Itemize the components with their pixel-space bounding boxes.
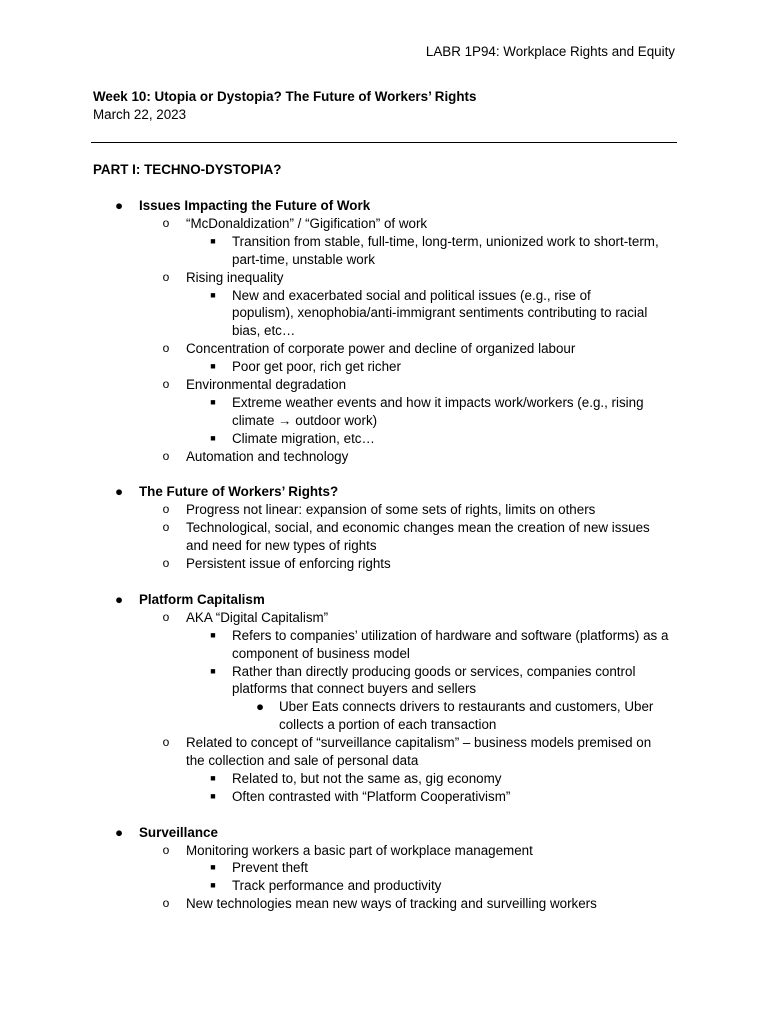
part-heading: PART I: TECHNO-DYSTOPIA? (93, 162, 282, 177)
sub-list-item (0, 663, 768, 699)
sub-list-item (0, 859, 768, 877)
list-item (0, 519, 768, 555)
list-item (0, 269, 768, 287)
section-heading (0, 483, 768, 501)
list-item (0, 376, 768, 394)
section-heading-text: Issues Impacting the Future of Work (139, 198, 371, 213)
circle-bullet-icon: o (162, 341, 170, 356)
list-item-text: Persistent issue of enforcing rights (186, 556, 391, 572)
square-bullet-icon: ■ (210, 880, 216, 891)
sub-list-item (0, 627, 768, 663)
list-item-text: Monitoring workers a basic part of workplace management (186, 842, 533, 858)
list-item (0, 895, 768, 913)
section-heading-text: Surveillance (139, 824, 218, 840)
sub-list-item (0, 430, 768, 448)
list-item-text: Technological, social, and economic changes mean the creation of new issues and need for new types of rights (186, 520, 650, 554)
week-title: Week 10: Utopia or Dystopia? The Future of Workers’ Rights (93, 89, 477, 104)
circle-bullet-icon: o (162, 556, 170, 571)
list-item-text: New technologies mean new ways of tracking and surveilling workers (186, 896, 597, 912)
list-item-text: Concentration of corporate power and decline of organized labour (186, 341, 576, 357)
sub-list-item-text: Track performance and productivity (232, 878, 442, 894)
list-item-text: “McDonaldization” / “Gigification” of work (186, 215, 428, 231)
square-bullet-icon: ■ (210, 790, 216, 801)
sub-list-item (0, 287, 768, 341)
course-title: LABR 1P94: Workplace Rights and Equity (425, 44, 675, 59)
disc-bullet-icon: ● (114, 484, 124, 500)
list-item (0, 734, 768, 770)
circle-bullet-icon: o (162, 269, 170, 284)
disc-bullet-icon: ● (114, 591, 124, 607)
sub-list-item (0, 877, 768, 895)
disc-bullet-icon: ● (114, 198, 124, 213)
list-item-text: Rising inequality (186, 269, 284, 285)
circle-bullet-icon: o (162, 735, 170, 750)
sub-list-item-text: Related to, but not the same as, gig economy (232, 770, 502, 786)
section-heading (0, 591, 768, 609)
square-bullet-icon: ■ (210, 862, 216, 873)
sub-list-item (0, 358, 768, 376)
square-bullet-icon: ■ (210, 772, 216, 783)
square-bullet-icon: ■ (210, 396, 216, 407)
disc-bullet-icon: ● (255, 699, 265, 715)
list-item (0, 448, 768, 466)
spacer (0, 806, 768, 824)
list-item-text: Progress not linear: expansion of some sets of rights, limits on others (186, 502, 596, 518)
list-item (0, 555, 768, 573)
section-heading (0, 824, 768, 842)
square-bullet-icon: ■ (210, 432, 216, 443)
disc-bullet-icon: ● (114, 824, 124, 840)
square-bullet-icon: ■ (210, 235, 216, 246)
circle-bullet-icon: o (162, 896, 170, 911)
list-item (0, 340, 768, 358)
sub-list-item-text: New and exacerbated social and political issues (e.g., rise of populism), xenophobia/anti-immigrant sentiments contributing to racial bias, etc… (232, 287, 648, 339)
list-item (0, 501, 768, 519)
sub-list-item-text: Transition from stable, full-time, long-term, unionized work to short-term, part-time, unstable work (232, 233, 659, 267)
sub-list-item-text: Often contrasted with “Platform Cooperativism” (232, 788, 511, 804)
sub-list-item-text: Extreme weather events and how it impacts work/workers (e.g., rising climate → outdoor work) (232, 394, 644, 428)
list-item-text: Related to concept of “surveillance capitalism” – business models premised on the collection and sale of personal data (186, 735, 652, 769)
sub-list-item-text: Poor get poor, rich get richer (232, 359, 401, 375)
section-heading-text: The Future of Workers’ Rights? (139, 484, 339, 500)
circle-bullet-icon: o (162, 502, 170, 517)
sub-sub-list-item-text: Uber Eats connects drivers to restaurants and customers, Uber collects a portion of each transaction (279, 699, 654, 733)
sub-list-item (0, 788, 768, 806)
list-item-text: Environmental degradation (186, 377, 347, 393)
spacer (0, 573, 768, 591)
section-heading-text: Platform Capitalism (139, 591, 265, 607)
sub-list-item (0, 233, 768, 269)
list-item (0, 215, 768, 233)
list-item (0, 842, 768, 860)
sub-list-item (0, 394, 768, 430)
square-bullet-icon: ■ (210, 289, 216, 300)
circle-bullet-icon: o (162, 842, 170, 857)
circle-bullet-icon: o (162, 520, 170, 535)
sub-list-item-text: Climate migration, etc… (232, 430, 375, 446)
section-heading (0, 197, 768, 215)
spacer (0, 466, 768, 484)
list-item-text: Automation and technology (186, 448, 349, 464)
square-bullet-icon: ■ (210, 665, 216, 676)
sub-list-item-text: Refers to companies’ utilization of hardware and software (platforms) as a component of business model (232, 627, 669, 661)
square-bullet-icon: ■ (210, 629, 216, 640)
square-bullet-icon: ■ (210, 361, 216, 372)
sub-sub-list-item (0, 698, 768, 734)
lecture-date: March 22, 2023 (93, 107, 187, 122)
circle-bullet-icon: o (162, 377, 170, 392)
sub-list-item-text: Prevent theft (232, 860, 308, 876)
sub-list-item (0, 770, 768, 788)
outline-content (0, 197, 768, 913)
circle-bullet-icon: o (162, 215, 170, 230)
circle-bullet-icon: o (162, 448, 170, 463)
list-item-text: AKA “Digital Capitalism” (186, 609, 329, 625)
horizontal-rule (91, 142, 677, 143)
list-item (0, 609, 768, 627)
circle-bullet-icon: o (162, 609, 170, 624)
sub-list-item-text: Rather than directly producing goods or services, companies control platforms that connect buyers and sellers (232, 663, 636, 697)
